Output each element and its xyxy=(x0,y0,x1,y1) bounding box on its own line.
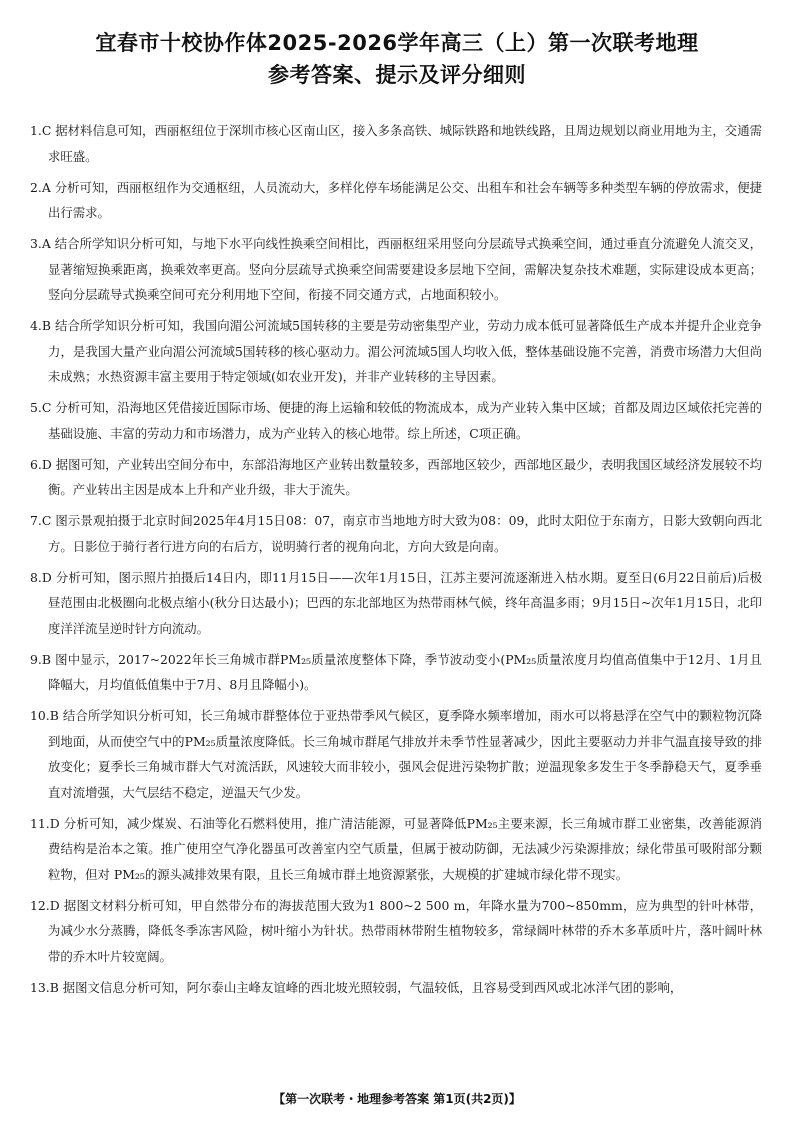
document-subtitle: 参考答案、提示及评分细则 xyxy=(268,63,526,87)
document-title: 宜春市十校协作体2025-2026学年高三（上）第一次联考地理 xyxy=(95,31,699,55)
answer-item-6: 6.D 据图可知，产业转出空间分布中，东部沿海地区产业转出数量较多，西部地区较少，西部地区最少，表明我国区域经济发展较不均衡。产业转出主因是成本上升和产业升级，非大于流失。 xyxy=(30,456,762,497)
answer-item-10: 10.B 结合所学知识分析可知，长三角城市群整体位于亚热带季风气候区，夏季降水频率增加，雨水可以将悬浮在空气中的颗粒物沉降到地面，从而使空气中的PM₂₅质量浓度降低。长三角城市群尾气排放并未季节性显著减少，因此主要驱动力并非气温直接导致的排放变化；夏季长三角城市群大气对流活跃，风速较大而非较小，强风会促进污染物扩散；逆温现象多发生于冬季静稳天气，夏季垂直对流增强，大气层结不稳定，逆温天气少发。 xyxy=(30,708,762,800)
answer-item-1: 1.C 据材料信息可知，西丽枢纽位于深圳市核心区南山区，接入多条高铁、城际铁路和地铁线路，且周边规划以商业用地为主，交通需求旺盛。 xyxy=(30,123,762,164)
answer-item-9: 9.B 图中显示，2017~2022年长三角城市群PM₂₅质量浓度整体下降，季节波动变小(PM₂₅质量浓度月均值高值集中于12月、1月且降幅大，月均值低值集中于7月、8月且降幅小)。 xyxy=(30,651,762,692)
page-footer: 【第一次联考・地理参考答案 第1页(共2页)】 xyxy=(273,1092,521,1106)
answer-item-3: 3.A 结合所学知识分析可知，与地下水平向线性换乘空间相比，西丽枢纽采用竖向分层疏导式换乘空间，通过垂直分流避免人流交叉，显著缩短换乘距离，换乘效率更高。竖向分层疏导式换乘空间需要建设多层地下空间，需解决复杂技术难题，实际建设成本更高；竖向分层疏导式换乘空间可充分利用地下空间，衔接不同交通方式，占地面积较小。 xyxy=(30,236,762,302)
answer-item-11: 11.D 分析可知，减少煤炭、石油等化石燃料使用，推广清洁能源，可显著降低PM₂₅主要来源，长三角城市群工业密集，改善能源消费结构是治本之策。推广使用空气净化器虽可改善室内空气质量，但属于被动防御，无法减少污染源排放；绿化带虽可吸附部分颗粒物，但对 PM₂₅的源头减排效果有限，且长三角城市群土地资源紧张，大规模的扩建城市绿化带不现实。 xyxy=(30,815,762,882)
answer-item-13: 13.B 据图文信息分析可知，阿尔泰山主峰友谊峰的西北坡光照较弱，气温较低，且容易受到西风或北冰洋气团的影响， xyxy=(30,979,683,995)
answer-item-8: 8.D 分析可知，图示照片拍摄后14日内，即11月15日——次年1月15日，江苏主要河流逐渐进入枯水期。夏至日(6月22日前后)后极昼范围由北极圈向北极点缩小(秋分日达最小)；巴西的东北部地区为热带雨林气候，终年高温多雨；9月15日~次年1月15日，北印度洋洋流呈逆时针方向流动。 xyxy=(30,569,762,636)
answer-item-5: 5.C 分析可知，沿海地区凭借接近国际市场、便捷的海上运输和较低的物流成本，成为产业转入集中区域；首都及周边区域依托完善的基础设施、丰富的劳动力和市场潜力，成为产业转入的核心地带。综上所述，C项正确。 xyxy=(30,400,762,441)
answer-item-2: 2.A 分析可知，西丽枢纽作为交通枢纽，人员流动大，多样化停车场能满足公交、出租车和社会车辆等多种类型车辆的停放需求，便捷出行需求。 xyxy=(30,179,762,220)
answer-list xyxy=(30,118,762,1006)
answer-item-12: 12.D 据图文材料分析可知，甲自然带分布的海拔范围大致为1 800~2 500 m，年降水量为700~850mm，应为典型的针叶林带，为减少水分蒸腾，降低冬季冻害风险，树叶缩小为针状。热带雨林带附生植物较多，常绿阔叶林带的乔木多革质叶片，落叶阔叶林带的乔木叶片较宽阔。 xyxy=(30,897,762,964)
answer-item-4: 4.B 结合所学知识分析可知，我国向湄公河流域5国转移的主要是劳动密集型产业，劳动力成本低可显著降低生产成本并提升企业竞争力，是我国大量产业向湄公河流域5国转移的核心驱动力。湄公河流域5国人均收入低，整体基础设施不完善，消费市场潜力大但尚未成熟；水热资源丰富主要用于特定领域(如农业开发)，并非产业转移的主导因素。 xyxy=(30,318,762,384)
answer-item-7: 7.C 图示景观拍摄于北京时间2025年4月15日08：07，南京市当地地方时大致为08：09，此时太阳位于东南方，日影大致朝向西北方。日影位于骑行者行进方向的右后方，说明骑行者的视角向北，方向大致是向南。 xyxy=(30,513,762,554)
